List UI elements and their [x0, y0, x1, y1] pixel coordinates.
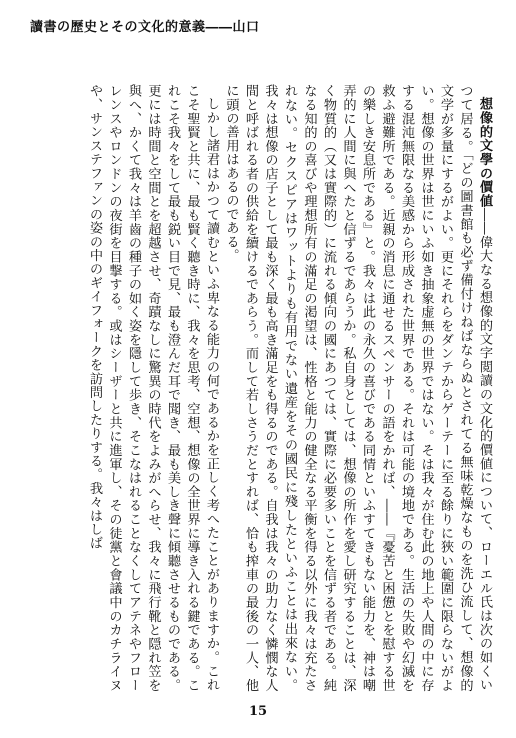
body-text — [26, 84, 494, 692]
page-number: 15 — [248, 704, 268, 719]
section-heading: 想像的文學の價値 — [477, 97, 492, 208]
paragraph-2: しかし諸君はかつて讀むといふ卑なる能力の何であるかを正しく考へたことがありますか。これこそ聖賢と共に、最も賢く聽き時に、我々を思考、空想、想像の全世界に導き入れる鍵である。これこそ我々をして最も鋭い目で見、最も澄んだ耳で聞き、最も美しき聲に傾聽させるものである。更には時間と空間とを超越させ、奇蹟なしに驚異の時代をよみがへらせ、我々に飛行靴と隠れ笠を與へ、かくて我々は羊齒の種子の如く姿を隱して歩き、そこなはれることなくしてアテネやフローレンスやロンドンの夜街を目撃する。或はシーザーと共に進軍し、その徒黨と會議中のカチライヌや、サンステファンの姿の中のギイフォークを訪問したりする。我々はしば — [87, 84, 219, 692]
paragraph-1 — [221, 84, 494, 692]
running-head: 讀書の歷史とその文化的意義――山口 — [30, 20, 260, 35]
paragraph-1-text: ――偉大なる想像的文字閲讀の文化的價値について、ローエル氏は次の如くいつて居る。「どの圖書館も必ず備付けねばならぬとされてる無味乾燥なものを洗ひ流して、想像的文学が多量にするがよい。更にそれらをダンテからゲーテーに至る餘りに狹い範圍に限らないがよい。想像の世界は世にいふ如き抽象虚無の世界ではない。そは我々が住む此の地上や人間の中に存する混沌無限なる美感から形成された世界である。それは可能の境地である。生活の失敗や幻滅を救ふ避難所である。近親の消息に通せるスペンサーの語をかれば、――『憂苦と困憊とを慰する世の樂しき安息所である』と。我々は此の永久の喜びである同情といふすてきもない能力を、神は嘲弄的に人間に與へたと信ずるであらうか。私自身としては、想像の所作を愛し研究することは、深く物質的（又は實際的）に流れる傾向の國にあつては、實際に必要多いことを信ずる者である。純なる知的の喜びや理想所有の滿足の渇望は、性格と能力の健全なる平衡を得る以外に我々は充たされない。セクスピアはワットよりも有用でない遺産をその國民に殘したといふことは出來ない。我々は想像の店子として最も深く最も高き滿足をも得るのである。自我は我々の助力なく憐憫な人間と呼ばれる者の供給を續けるであらう。而して若しさうだとすれば、恰も搾車の最後の一人、他に頭の善用はあるのである。 — [223, 84, 492, 692]
